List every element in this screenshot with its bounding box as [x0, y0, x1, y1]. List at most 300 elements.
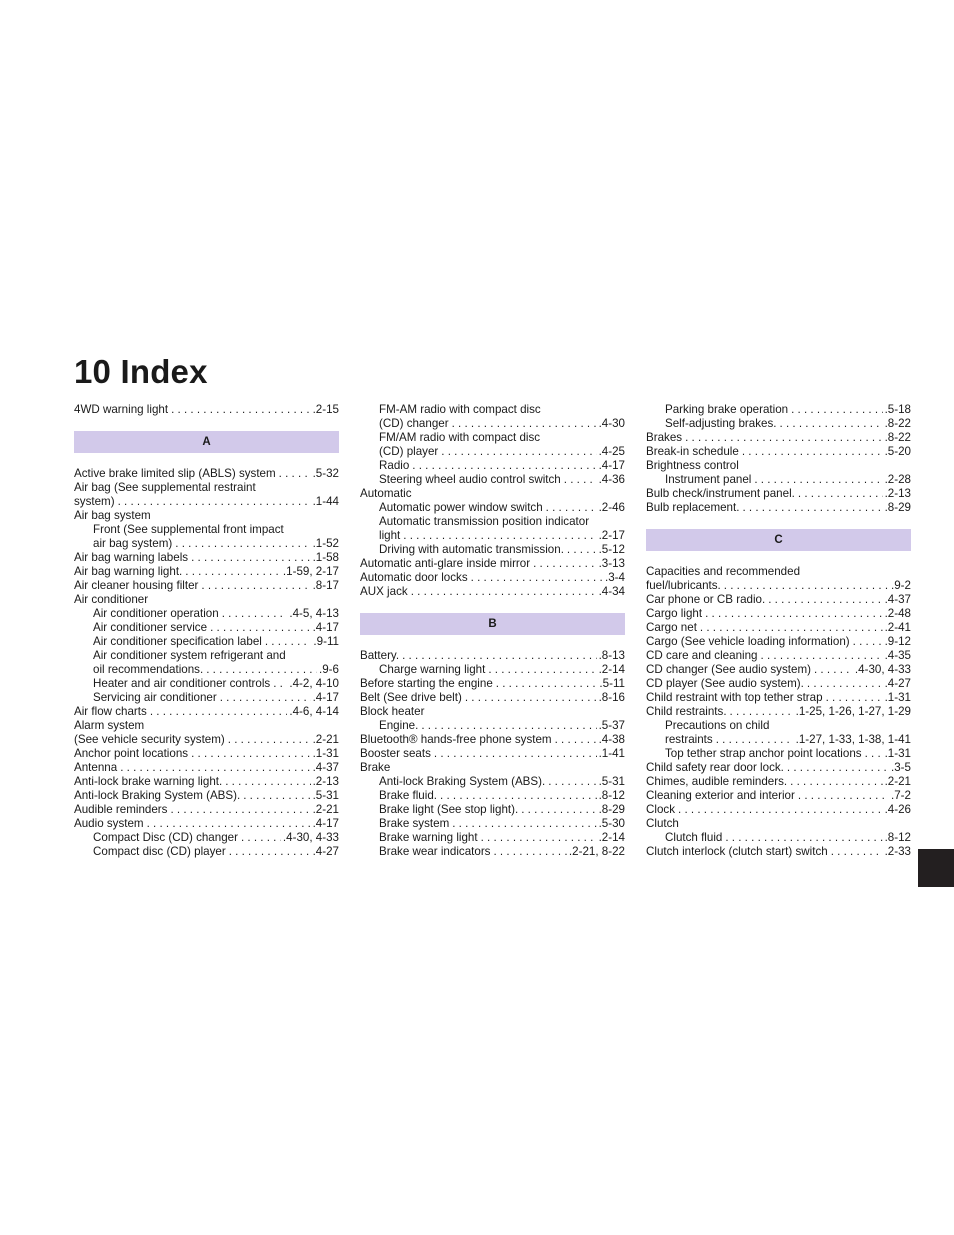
leader-dots: [471, 571, 603, 585]
index-entry-label: FM/AM radio with compact disc: [379, 431, 541, 444]
index-entry-label: Heater and air conditioner controls: [93, 677, 271, 690]
leader-dots: [206, 663, 317, 677]
index-entry[interactable]: [646, 431, 911, 445]
index-entry-page: .4-25: [598, 445, 625, 458]
index-entry-page: .4-34: [598, 585, 625, 598]
index-entry-label: (CD) player: [379, 445, 439, 458]
index-entry[interactable]: [646, 445, 911, 459]
index-entry[interactable]: [360, 557, 625, 571]
index-entry-page: .8-29: [884, 501, 911, 514]
leader-dots: [452, 817, 596, 831]
index-entry-label: air bag system): [93, 537, 173, 550]
index-entry-page: .1-52: [312, 537, 339, 550]
index-entry-page: .1-31: [884, 691, 911, 704]
leader-dots: [481, 831, 597, 845]
index-entry[interactable]: [360, 473, 625, 487]
index-entry-label: Audible reminders: [74, 803, 168, 816]
index-entry-label: Child safety rear door lock.: [646, 761, 784, 774]
leader-dots: [705, 607, 882, 621]
index-entry-page: .3-4: [605, 571, 625, 584]
index-entry[interactable]: [646, 417, 911, 431]
index-entry[interactable]: [74, 635, 339, 649]
leader-dots: [191, 747, 310, 761]
index-column-1: [74, 403, 339, 859]
index-entry[interactable]: [360, 803, 625, 817]
index-entry-label: Automatic: [360, 487, 412, 500]
leader-dots: [222, 607, 288, 621]
index-entry-label: Compact Disc (CD) changer: [93, 831, 238, 844]
index-entry-page: .4-30, 4-33: [854, 663, 911, 676]
index-entry-label: Air bag system: [74, 509, 151, 522]
leader-dots: [787, 761, 889, 775]
index-entry[interactable]: [646, 845, 911, 859]
index-entry-label: Automatic transmission position indicator: [379, 515, 590, 528]
index-entry-page: .4-38: [598, 733, 625, 746]
index-entry-page: .8-22: [884, 431, 911, 444]
index-entry-label: Brake warning light: [379, 831, 478, 844]
index-entry[interactable]: [74, 747, 339, 761]
index-entry-page: .5-12: [598, 543, 625, 556]
index-entry[interactable]: [74, 509, 339, 523]
index-entry-label: Steering wheel audio control switch: [379, 473, 561, 486]
index-entry-label: Automatic anti-glare inside mirror: [360, 557, 531, 570]
index-entry-label: Brake fluid.: [379, 789, 437, 802]
index-entry[interactable]: [360, 403, 625, 417]
index-entry[interactable]: [360, 487, 625, 501]
index-entry[interactable]: [74, 761, 339, 775]
index-entry-label: Cleaning exterior and interior: [646, 789, 795, 802]
leader-dots: [170, 803, 310, 817]
index-column-3: [646, 403, 911, 859]
index-entry-label: AUX jack: [360, 585, 408, 598]
index-entry-label: system): [74, 495, 115, 508]
index-entry[interactable]: [360, 817, 625, 831]
index-entry-label: CD care and cleaning: [646, 649, 758, 662]
index-entry-label: light: [379, 529, 401, 542]
index-entry-label: Brake: [360, 761, 391, 774]
index-entry-page: .4-27: [884, 677, 911, 690]
index-entry-label: oil recommendations.: [93, 663, 204, 676]
index-entry[interactable]: [360, 677, 625, 691]
index-entry-page: .8-12: [884, 831, 911, 844]
leader-dots: [175, 537, 310, 551]
index-entry-label: CD player (See audio system).: [646, 677, 804, 690]
leader-dots: [798, 487, 883, 501]
index-entry-page: .2-33: [884, 845, 911, 858]
index-entry[interactable]: [646, 775, 911, 789]
index-entry-label: Automatic power window switch: [379, 501, 543, 514]
leader-dots: [742, 501, 882, 515]
index-entry-label: Cargo (See vehicle loading information): [646, 635, 850, 648]
index-entry-page: .5-37: [598, 719, 625, 732]
index-entry-page: .2-48: [884, 607, 911, 620]
index-entry[interactable]: [646, 663, 911, 677]
leader-dots: [210, 621, 311, 635]
index-entry-page: .2-13: [312, 775, 339, 788]
leader-dots: [754, 473, 882, 487]
index-entry[interactable]: [74, 607, 339, 621]
leader-dots: [768, 593, 882, 607]
index-entry-label: Engine.: [379, 719, 419, 732]
index-entry[interactable]: [74, 845, 339, 859]
leader-dots: [150, 705, 288, 719]
index-entry[interactable]: [360, 663, 625, 677]
leader-dots: [241, 831, 281, 845]
leader-dots: [229, 845, 311, 859]
index-entry[interactable]: [646, 803, 911, 817]
index-entry[interactable]: [646, 487, 911, 501]
index-entry-label: Air cleaner housing filter: [74, 579, 199, 592]
index-entry-page: .4-30, 4-33: [282, 831, 339, 844]
index-entry-page: .2-13: [884, 487, 911, 500]
index-entry[interactable]: [74, 593, 339, 607]
leader-dots: [191, 551, 310, 565]
leader-dots: [441, 445, 596, 459]
index-entry[interactable]: [360, 585, 625, 599]
index-entry-label: Bulb check/instrument panel.: [646, 487, 795, 500]
index-entry[interactable]: [74, 649, 339, 663]
index-entry[interactable]: [360, 571, 625, 585]
index-entry[interactable]: [74, 789, 339, 803]
index-entry[interactable]: [646, 677, 911, 691]
index-entry[interactable]: [360, 705, 625, 719]
index-entry-label: Antenna: [74, 761, 118, 774]
index-entry-label: Bulb replacement.: [646, 501, 740, 514]
index-entry-page: .4-27: [312, 845, 339, 858]
index-entry-label: Clock: [646, 803, 675, 816]
leader-dots: [220, 691, 311, 705]
leader-dots: [826, 691, 883, 705]
index-entry[interactable]: [646, 691, 911, 705]
index-entry-label: Child restraint with top tether strap: [646, 691, 823, 704]
index-entry-label: Clutch: [646, 817, 679, 830]
index-entry-label: Audio system: [74, 817, 144, 830]
index-entry[interactable]: [360, 845, 625, 859]
leader-dots: [564, 473, 597, 487]
index-entry[interactable]: [74, 719, 339, 733]
index-entry-label: Booster seats: [360, 747, 431, 760]
index-entry-label: Anchor point locations: [74, 747, 189, 760]
index-entry-label: Alarm system: [74, 719, 145, 732]
leader-dots: [465, 691, 597, 705]
index-entry-label: Air flow charts: [74, 705, 147, 718]
index-entry[interactable]: [74, 523, 339, 537]
index-entry-page: .2-14: [598, 663, 625, 676]
leader-dots: [814, 663, 853, 677]
index-entry-label: Clutch interlock (clutch start) switch: [646, 845, 828, 858]
leader-dots: [798, 789, 889, 803]
leader-dots: [548, 775, 596, 789]
index-entry[interactable]: [646, 761, 911, 775]
leader-dots: [412, 459, 596, 473]
index-entry-page: .1-31: [884, 747, 911, 760]
index-entry-page: .9-12: [884, 635, 911, 648]
index-entry-label: Driving with automatic transmission.: [379, 543, 564, 556]
index-entry[interactable]: [646, 747, 911, 761]
index-entry-page: .9-2: [891, 579, 911, 592]
index-entry[interactable]: [646, 607, 911, 621]
index-entry-label: Air conditioner: [74, 593, 149, 606]
index-entry-page: .5-20: [884, 445, 911, 458]
index-entry-page: .2-21: [884, 775, 911, 788]
leader-dots: [546, 501, 597, 515]
index-entry-page: .4-26: [884, 803, 911, 816]
index-entry-label: Clutch fluid: [665, 831, 723, 844]
index-entry-page: .8-13: [598, 649, 625, 662]
index-entry-label: Child restraints.: [646, 705, 727, 718]
index-entry[interactable]: [646, 719, 911, 733]
leader-dots: [742, 445, 883, 459]
leader-dots: [725, 831, 882, 845]
index-entry[interactable]: [646, 473, 911, 487]
index-entry-label: Brightness control: [646, 459, 739, 472]
index-entry-page: .8-29: [598, 803, 625, 816]
leader-dots: [147, 817, 311, 831]
leader-dots: [411, 585, 597, 599]
index-entry[interactable]: [360, 529, 625, 543]
leader-dots: [865, 747, 883, 761]
index-entry[interactable]: [74, 663, 339, 677]
index-entry-page: .4-17: [312, 691, 339, 704]
index-entry-label: Belt (See drive belt): [360, 691, 462, 704]
index-entry-label: (See vehicle security system): [74, 733, 225, 746]
leader-dots: [118, 495, 311, 509]
index-entry[interactable]: [74, 403, 339, 417]
index-entry[interactable]: [360, 417, 625, 431]
index-entry-page: .4-36: [598, 473, 625, 486]
index-entry[interactable]: [360, 431, 625, 445]
leader-dots: [403, 529, 596, 543]
index-entry-label: Battery.: [360, 649, 400, 662]
leader-dots: [790, 775, 882, 789]
index-entry[interactable]: [646, 789, 911, 803]
leader-dots: [716, 733, 794, 747]
index-entry[interactable]: [360, 775, 625, 789]
leader-dots: [724, 579, 889, 593]
index-entry[interactable]: [646, 705, 911, 719]
index-entry[interactable]: [74, 705, 339, 719]
index-entry[interactable]: [74, 579, 339, 593]
index-entry-page: .4-6, 4-14: [289, 705, 339, 718]
index-entry[interactable]: [360, 649, 625, 663]
leader-dots: [279, 467, 311, 481]
index-entry-label: Brake wear indicators: [379, 845, 491, 858]
index-entry-page: .8-17: [312, 579, 339, 592]
leader-dots: [452, 417, 597, 431]
leader-dots: [685, 431, 882, 445]
index-entry[interactable]: [646, 649, 911, 663]
index-entry-label: Radio: [379, 459, 410, 472]
index-entry-page: .5-11: [599, 677, 625, 690]
index-entry-page: .9-11: [313, 635, 339, 648]
index-entry-page: .2-28: [884, 473, 911, 486]
leader-dots: [265, 635, 312, 649]
index-entry-page: .2-17: [598, 529, 625, 542]
index-entry-page: .5-31: [312, 789, 339, 802]
index-entry-page: .2-21: [312, 803, 339, 816]
leader-dots: [780, 417, 883, 431]
index-entry[interactable]: [646, 403, 911, 417]
index-entry-label: Chimes, audible reminders.: [646, 775, 788, 788]
index-entry-page: .2-41: [884, 621, 911, 634]
index-entry-page: .5-30: [598, 817, 625, 830]
section-letter-header: C: [646, 529, 911, 551]
index-entry-label: Air conditioner specification label: [93, 635, 262, 648]
index-entry-label: Automatic door locks: [360, 571, 468, 584]
index-entry[interactable]: [74, 831, 339, 845]
index-entry[interactable]: [646, 831, 911, 845]
leader-dots: [493, 845, 566, 859]
page-title: 10 Index: [74, 353, 208, 390]
index-entry-page: .8-12: [598, 789, 625, 802]
section-letter-header: B: [360, 613, 625, 635]
index-entry[interactable]: [74, 551, 339, 565]
index-entry-page: .1-59, 2-17: [282, 565, 339, 578]
index-entry[interactable]: [646, 635, 911, 649]
index-entry[interactable]: [646, 579, 911, 593]
index-entry-page: .2-21: [312, 733, 339, 746]
index-entry[interactable]: [360, 459, 625, 473]
index-entry[interactable]: [360, 747, 625, 761]
index-entry-page: .2-14: [598, 831, 625, 844]
index-entry-page: .4-35: [884, 649, 911, 662]
index-entry[interactable]: [74, 467, 339, 481]
index-entry-page: .9-6: [319, 663, 339, 676]
index-entry[interactable]: [646, 459, 911, 473]
index-entry-page: .1-58: [312, 551, 339, 564]
index-entry-label: FM-AM radio with compact disc: [379, 403, 541, 416]
index-entry-page: .7-2: [891, 789, 911, 802]
leader-dots: [791, 403, 882, 417]
index-entry-page: .4-17: [312, 621, 339, 634]
index-entry-label: Instrument panel: [665, 473, 752, 486]
leader-dots: [185, 565, 281, 579]
index-entry[interactable]: [74, 803, 339, 817]
index-entry[interactable]: [74, 691, 339, 705]
index-entry[interactable]: [360, 501, 625, 515]
index-entry-label: 4WD warning light: [74, 403, 169, 416]
index-entry-label: Parking brake operation: [665, 403, 789, 416]
index-entry-label: Cargo light: [646, 607, 703, 620]
section-letter-header: A: [74, 431, 339, 453]
index-entry-label: Front (See supplemental front impact: [93, 523, 284, 536]
index-entry[interactable]: [74, 677, 339, 691]
index-entry-label: Block heater: [360, 705, 425, 718]
index-entry[interactable]: [646, 817, 911, 831]
index-entry-label: Charge warning light: [379, 663, 486, 676]
leader-dots: [761, 649, 883, 663]
index-entry-label: Before starting the engine: [360, 677, 493, 690]
index-entry[interactable]: [646, 593, 911, 607]
leader-dots: [273, 677, 287, 691]
leader-dots: [831, 845, 883, 859]
leader-dots: [421, 719, 596, 733]
index-entry[interactable]: [360, 445, 625, 459]
leader-dots: [402, 649, 596, 663]
index-entry-label: Anti-lock brake warning light.: [74, 775, 223, 788]
index-entry[interactable]: [360, 789, 625, 803]
index-entry-page: .4-5, 4-13: [289, 607, 339, 620]
index-entry[interactable]: [360, 691, 625, 705]
index-entry[interactable]: [646, 501, 911, 515]
index-entry-label: Car phone or CB radio.: [646, 593, 766, 606]
index-entry-label: Air conditioner system refrigerant and: [93, 649, 286, 662]
index-entry-label: Air bag (See supplemental restraint: [74, 481, 256, 494]
index-entry-page: .5-31: [598, 775, 625, 788]
index-entry-page: .4-37: [312, 761, 339, 774]
index-entry-page: .4-17: [312, 817, 339, 830]
index-entry[interactable]: [360, 719, 625, 733]
index-entry[interactable]: [646, 733, 911, 747]
index-entry-page: .2-21, 8-22: [568, 845, 625, 858]
index-entry-page: .1-31: [312, 747, 339, 760]
index-entry-page: .4-17: [598, 459, 625, 472]
index-entry-page: .5-18: [884, 403, 911, 416]
index-entry-page: .1-41: [598, 747, 625, 760]
index-entry-label: Bluetooth® hands-free phone system: [360, 733, 552, 746]
leader-dots: [225, 775, 310, 789]
index-entry-label: Air bag warning labels: [74, 551, 189, 564]
index-entry[interactable]: [360, 515, 625, 529]
leader-dots: [120, 761, 310, 775]
index-column-2: [360, 403, 625, 859]
index-entry-label: Brakes: [646, 431, 683, 444]
index-entry[interactable]: [74, 733, 339, 747]
index-entry-label: Top tether strap anchor point locations: [665, 747, 862, 760]
index-entry-page: .3-5: [891, 761, 911, 774]
index-entry-label: Cargo net: [646, 621, 697, 634]
index-entry[interactable]: [74, 775, 339, 789]
index-entry[interactable]: [74, 817, 339, 831]
index-entry-label: Active brake limited slip (ABLS) system: [74, 467, 276, 480]
leader-dots: [201, 579, 310, 593]
leader-dots: [567, 543, 597, 557]
index-entry[interactable]: [360, 543, 625, 557]
index-entry-page: .8-22: [884, 417, 911, 430]
index-entry[interactable]: [360, 761, 625, 775]
index-entry[interactable]: [360, 831, 625, 845]
index-entry-label: (CD) changer: [379, 417, 449, 430]
leader-dots: [730, 705, 794, 719]
leader-dots: [171, 403, 310, 417]
index-entry-page: .1-27, 1-33, 1-38, 1-41: [795, 733, 911, 746]
section-thumb-tab: [918, 849, 954, 887]
index-entry-label: Self-adjusting brakes.: [665, 417, 777, 430]
index-entry-label: Brake system: [379, 817, 450, 830]
leader-dots: [440, 789, 597, 803]
index-entry-page: .5-32: [312, 467, 339, 480]
index-entry[interactable]: [74, 537, 339, 551]
index-entry[interactable]: [74, 621, 339, 635]
index-entry-page: .2-46: [598, 501, 625, 514]
index-entry-page: .3-13: [598, 557, 625, 570]
leader-dots: [678, 803, 883, 817]
leader-dots: [243, 789, 310, 803]
index-entry-label: Break-in schedule: [646, 445, 739, 458]
index-entry-label: fuel/lubricants.: [646, 579, 721, 592]
index-entry-page: .2-15: [312, 403, 339, 416]
index-entry[interactable]: [360, 733, 625, 747]
index-entry[interactable]: [74, 565, 339, 579]
leader-dots: [434, 747, 597, 761]
index-entry[interactable]: [74, 481, 339, 495]
index-entry[interactable]: [646, 621, 911, 635]
leader-dots: [496, 677, 598, 691]
index-entry[interactable]: [74, 495, 339, 509]
index-entry-label: restraints: [665, 733, 713, 746]
index-entry[interactable]: [646, 565, 911, 579]
leader-dots: [700, 621, 883, 635]
